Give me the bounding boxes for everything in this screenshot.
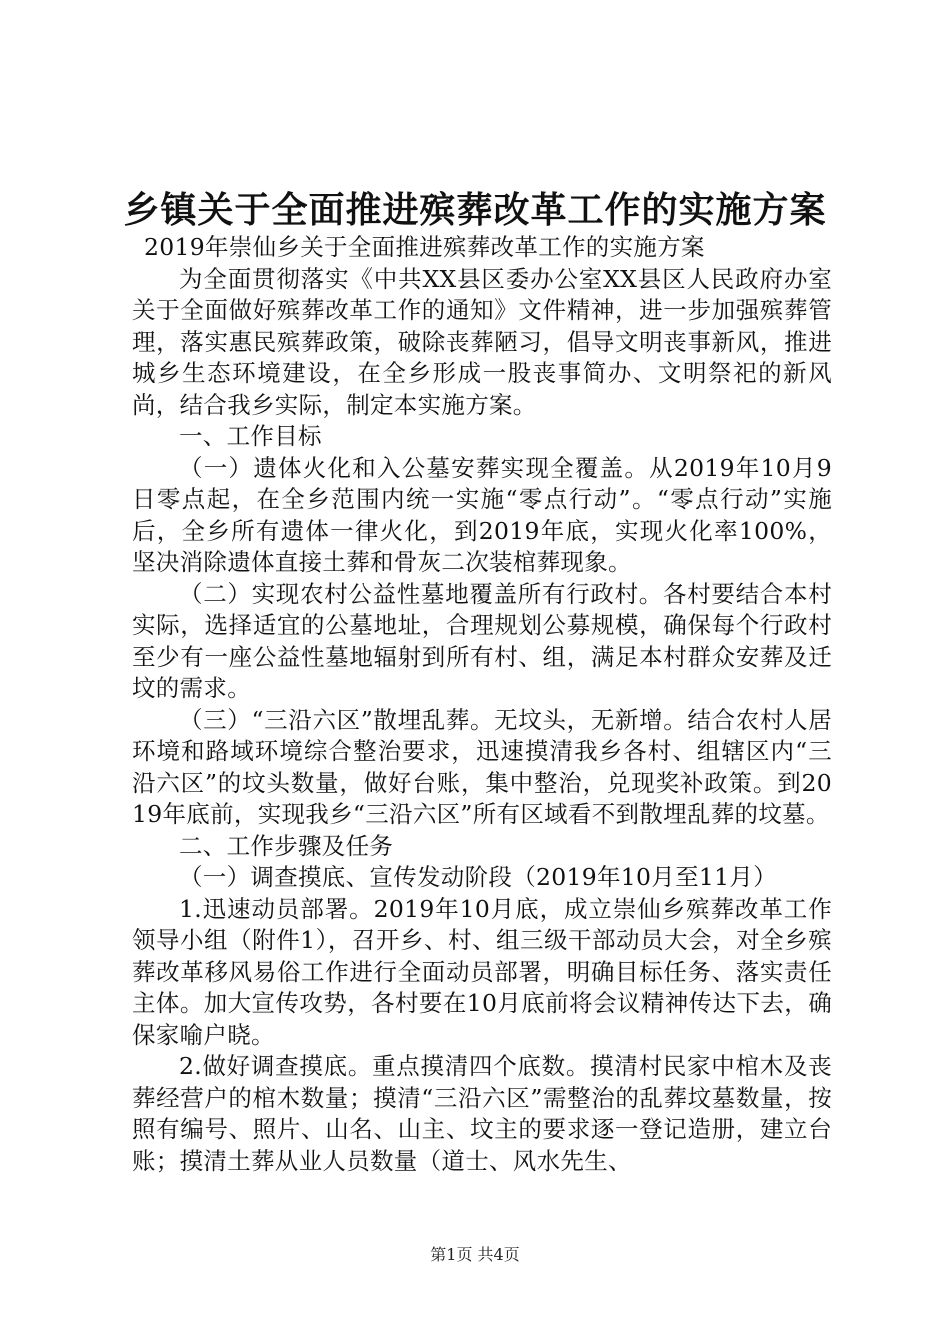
paragraph-step-1: 1.迅速动员部署。2019年10月底，成立崇仙乡殡葬改革工作领导小组（附件1），召开乡、村、组三级干部动员大会，对全乡殡葬改革移风易俗工作进行全面动员部署，明确目标任务、落实责任主体。加大宣传攻势，各村要在10月底前将会议精神传达下去，确保家喻户晓。 — [132, 894, 832, 1049]
document-subtitle: 2019年崇仙乡关于全面推进殡葬改革工作的实施方案 — [144, 233, 705, 261]
paragraph-step-2: 2.做好调查摸底。重点摸清四个底数。摸清村民家中棺木及丧葬经营户的棺木数量；摸清“三沿六区”需整治的乱葬坟墓数量，按照有编号、照片、山名、山主、坟主的要求逐一登记造册，建立台账；摸清土葬从业人员数量（道士、风水先生、 — [132, 1052, 832, 1175]
section-heading-steps: 二、工作步骤及任务 — [179, 831, 394, 860]
paragraph-intro: 为全面贯彻落实《中共XX县区委办公室XX县区人民政府办室关于全面做好殡葬改革工作的通知》文件精神，进一步加强殡葬管理，落实惠民殡葬政策，破除丧葬陋习，倡导文明丧事新风，推进城乡生态环境建设，在全乡形成一股丧事简办、文明祭祀的新风尚，结合我乡实际，制定本实施方案。 — [132, 264, 832, 419]
page-indicator: 第1页 共4页 — [430, 1245, 520, 1264]
subsection-heading-phase-1: （一）调查摸底、宣传发动阶段（2019年10月至11月） — [179, 863, 778, 891]
paragraph-goal-3: （三）“三沿六区”散埋乱葬。无坟头，无新增。结合农村人居环境和路域环境综合整治要求，迅速摸清我乡各村、组辖区内“三沿六区”的坟头数量，做好台账，集中整治，兑现奖补政策。到2019年底前，实现我乡“三沿六区”所有区域看不到散埋乱葬的坟墓。 — [132, 705, 832, 828]
paragraph-goal-1: （一）遗体火化和入公墓安葬实现全覆盖。从2019年10月9日零点起，在全乡范围内统一实施“零点行动”。“零点行动”实施后，全乡所有遗体一律火化，到2019年底，实现火化率100%，坚决消除遗体直接土葬和骨灰二次装棺葬现象。 — [132, 453, 832, 576]
section-heading-goals: 一、工作目标 — [179, 422, 322, 450]
paragraph-goal-2: （二）实现农村公益性墓地覆盖所有行政村。各村要结合本村实际，选择适宜的公墓地址，合理规划公募规模，确保每个行政村至少有一座公益性墓地辐射到所有村、组，满足本村群众安葬及迁坟的需求。 — [132, 579, 832, 702]
document-title: 乡镇关于全面推进殡葬改革工作的实施方案 — [123, 189, 827, 231]
document-body — [132, 232, 832, 1177]
